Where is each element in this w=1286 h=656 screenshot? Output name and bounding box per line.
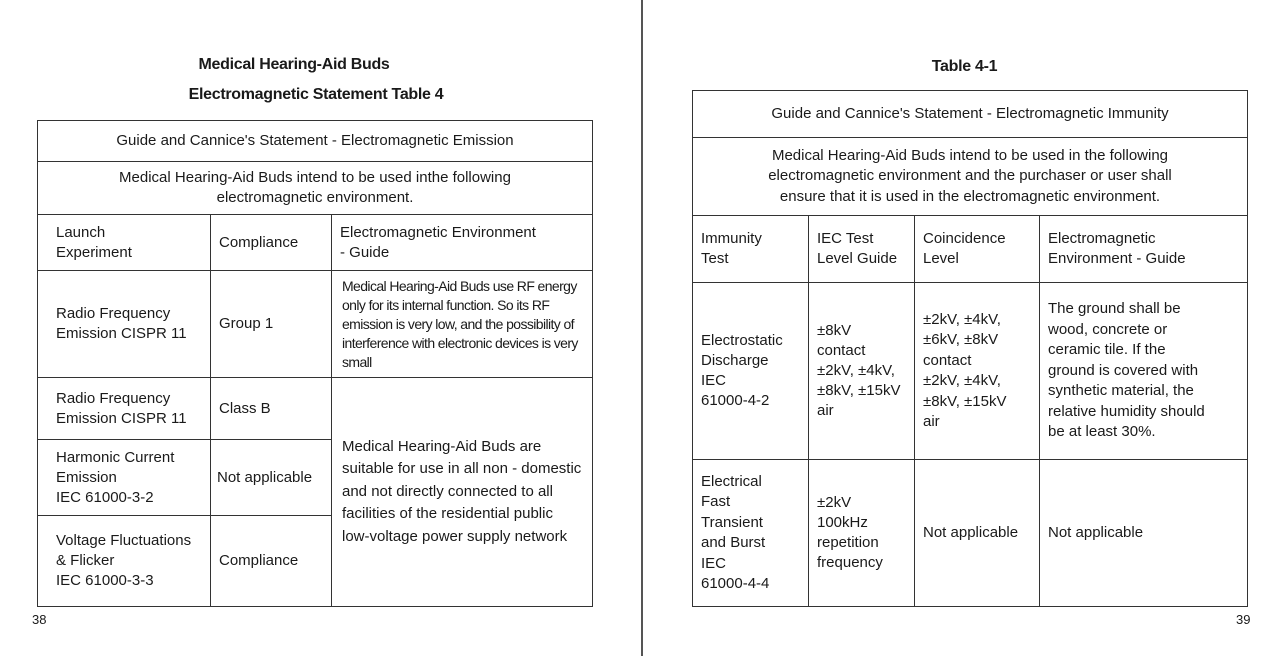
table-row-compliance: Class B	[210, 377, 332, 440]
table-row-compliance: Not applicable	[210, 439, 332, 516]
col-header-coincidence: Coincidence Level	[914, 215, 1040, 283]
emission-table-intro: Medical Hearing-Aid Buds intend to be used inthe following electromagnetic environment.	[37, 161, 593, 215]
table-row-compliance: Compliance	[210, 515, 332, 607]
right-title: Table 4-1	[931, 58, 998, 75]
col-header-experiment: Launch Experiment	[37, 214, 211, 271]
page-number: 39	[1236, 612, 1251, 627]
col-header-environment-guide: Electromagnetic Environment - Guide	[1039, 215, 1248, 283]
page-number: 38	[32, 612, 47, 627]
table-row-guide: Medical Hearing-Aid Buds use RF energy only for its internal function. So its RF emission is very low, and the possibility of interference with electronic devices is very small	[331, 270, 593, 378]
table-row-experiment: Voltage Fluctuations & Flicker IEC 61000-3-3	[37, 515, 211, 607]
right-page	[643, 0, 1286, 656]
table-row-coincidence: ±2kV, ±4kV, ±6kV, ±8kV contact ±2kV, ±4kV, ±8kV, ±15kV air	[914, 282, 1040, 460]
emission-table-header: Guide and Cannice's Statement - Electromagnetic Emission	[37, 120, 593, 162]
table-row-guide: The ground shall be wood, concrete or ceramic tile. If the ground is covered with synthetic material, the relative humidity should be at least 30%.	[1039, 282, 1248, 460]
left-title-line1: Medical Hearing-Aid Buds	[198, 56, 390, 73]
col-header-compliance: Compliance	[210, 214, 332, 271]
table-row-experiment: Radio Frequency Emission CISPR 11	[37, 270, 211, 378]
immunity-table-intro: Medical Hearing-Aid Buds intend to be used in the following electromagnetic environment and the purchaser or user shall ensure that it is used in the electromagnetic environment.	[692, 137, 1248, 216]
table-row-compliance: Group 1	[210, 270, 332, 378]
table-row-experiment: Harmonic Current Emission IEC 61000-3-2	[37, 439, 211, 516]
table-row-guide: Not applicable	[1039, 459, 1248, 607]
table-row-experiment: Radio Frequency Emission CISPR 11	[37, 377, 211, 440]
table-row-level: ±2kV 100kHz repetition frequency	[808, 459, 915, 607]
table-row-test: Electrical Fast Transient and Burst IEC 61000-4-4	[692, 459, 809, 607]
immunity-table-header: Guide and Cannice's Statement - Electromagnetic Immunity	[692, 90, 1248, 138]
col-header-immunity-test: Immunity Test	[692, 215, 809, 283]
left-page	[0, 0, 642, 656]
table-row-coincidence: Not applicable	[914, 459, 1040, 607]
table-row-test: Electrostatic Discharge IEC 61000-4-2	[692, 282, 809, 460]
col-header-guide: Electromagnetic Environment - Guide	[331, 214, 593, 271]
left-title-line2: Electromagnetic Statement Table 4	[188, 86, 444, 103]
table-row-level: ±8kV contact ±2kV, ±4kV, ±8kV, ±15kV air	[808, 282, 915, 460]
col-header-test-level: IEC Test Level Guide	[808, 215, 915, 283]
merged-guide-cell: Medical Hearing-Aid Buds are suitable for use in all non - domestic and not directly connected to all facilities of the residential public low-voltage power supply network	[331, 377, 593, 607]
